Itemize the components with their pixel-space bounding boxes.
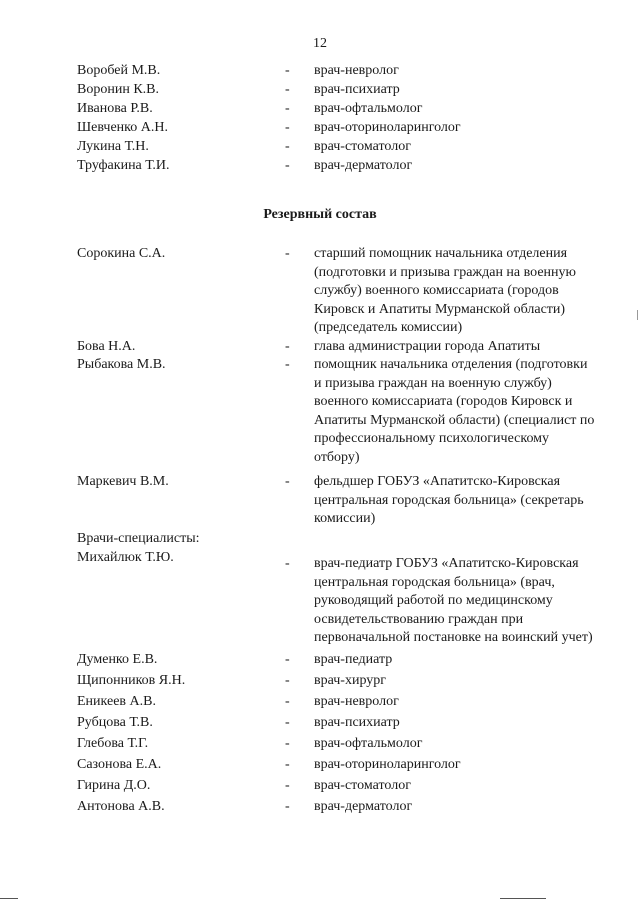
dash: - xyxy=(285,246,290,261)
member-role: врач-психиатр xyxy=(314,714,400,730)
dash: - xyxy=(285,556,290,571)
member-name: Труфакина Т.И. xyxy=(77,158,170,173)
list-item xyxy=(0,138,640,157)
list-item xyxy=(0,714,640,735)
member-name: Шевченко А.Н. xyxy=(77,120,168,135)
reserve-members-list xyxy=(0,245,640,529)
member-name: Глебова Т.Г. xyxy=(77,735,149,751)
dash: - xyxy=(285,474,290,489)
member-role: врач-стоматолог xyxy=(314,139,411,154)
list-item xyxy=(0,356,640,467)
list-item xyxy=(0,672,640,693)
member-role: глава администрации города Апатиты xyxy=(314,338,541,354)
member-name: Лукина Т.Н. xyxy=(77,139,149,154)
scan-bottom-line xyxy=(0,898,18,899)
member-role: врач-оториноларинголог xyxy=(314,120,461,135)
dash: - xyxy=(285,120,290,135)
member-role: помощник начальника отделения (подготовки и призыва граждан на военную службу) военного комиссариата (городов Кировск и Апатиты Мурманской области) (специалист по профессиональному психологическому отбору) xyxy=(314,357,595,465)
scan-bottom-line xyxy=(500,898,546,899)
list-item xyxy=(0,549,640,648)
scan-edge-mark xyxy=(637,310,638,320)
member-role: врач-хирург xyxy=(314,672,387,688)
member-name: Воробей М.В. xyxy=(77,63,161,78)
dash: - xyxy=(285,101,290,116)
list-item xyxy=(0,100,640,119)
list-item xyxy=(0,338,640,357)
list-item xyxy=(0,693,640,714)
dash: - xyxy=(285,693,290,709)
member-role: врач-психиатр xyxy=(314,82,400,97)
specialists-label: Врачи-специалисты: xyxy=(77,531,200,546)
member-name: Михайлюк Т.Ю. xyxy=(77,550,174,565)
member-name: Думенко Е.В. xyxy=(77,651,158,667)
member-role: врач-невролог xyxy=(314,693,399,709)
dash: - xyxy=(285,651,290,667)
member-name: Еникеев А.В. xyxy=(77,693,156,709)
list-item xyxy=(0,81,640,100)
dash: - xyxy=(285,672,290,688)
list-item xyxy=(0,651,640,672)
list-item xyxy=(0,756,640,777)
member-role: фельдшер ГОБУЗ «Апатитско-Кировская центральная городская больница» (секретарь комиссии) xyxy=(314,474,584,526)
member-role: врач-невролог xyxy=(314,63,399,78)
dash: - xyxy=(285,714,290,730)
dash: - xyxy=(285,338,290,354)
member-name: Бова Н.А. xyxy=(77,338,136,354)
member-role: врач-дерматолог xyxy=(314,798,413,814)
member-name: Воронин К.В. xyxy=(77,82,159,97)
list-item xyxy=(0,245,640,338)
dash: - xyxy=(285,777,290,793)
list-item xyxy=(0,798,640,819)
dash: - xyxy=(285,357,290,372)
member-role: врач-педиатр ГОБУЗ «Апатитско-Кировская центральная городская больница» (врач, руководящий работой по медицинскому освидетельствованию граждан при первоначальной постановке на воинский учет) xyxy=(314,556,593,645)
member-role: врач-оториноларинголог xyxy=(314,756,461,772)
dash: - xyxy=(285,798,290,814)
page-number: 12 xyxy=(313,36,327,51)
list-item xyxy=(0,735,640,756)
list-item xyxy=(0,473,640,529)
member-name: Гирина Д.О. xyxy=(77,777,151,793)
dash: - xyxy=(285,139,290,154)
member-role: врач-офтальмолог xyxy=(314,101,423,116)
member-name: Антонова А.В. xyxy=(77,798,165,814)
dash: - xyxy=(285,82,290,97)
list-item xyxy=(0,62,640,81)
list-item xyxy=(0,777,640,798)
dash: - xyxy=(285,735,290,751)
list-item xyxy=(0,119,640,138)
member-role: врач-офтальмолог xyxy=(314,735,423,751)
list-item xyxy=(0,157,640,176)
member-name: Сазонова Е.А. xyxy=(77,756,162,772)
dash: - xyxy=(285,63,290,78)
dash: - xyxy=(285,158,290,173)
member-role: старший помощник начальника отделения (подготовки и призыва граждан на военную службу) военного комиссариата (городов Кировск и Апатиты Мурманской области) (председатель комиссии) xyxy=(314,246,576,335)
member-role: врач-педиатр xyxy=(314,651,393,667)
member-name: Щипонников Я.Н. xyxy=(77,672,186,688)
member-name: Маркевич В.М. xyxy=(77,474,169,489)
member-name: Сорокина С.А. xyxy=(77,246,166,261)
member-role: врач-стоматолог xyxy=(314,777,411,793)
dash: - xyxy=(285,756,290,772)
member-name: Иванова Р.В. xyxy=(77,101,153,116)
member-name: Рубцова Т.В. xyxy=(77,714,153,730)
member-name: Рыбакова М.В. xyxy=(77,357,166,372)
section-title: Резервный состав xyxy=(263,207,377,222)
specialists-list xyxy=(0,549,640,819)
main-members-list xyxy=(0,62,640,176)
member-role: врач-дерматолог xyxy=(314,158,413,173)
